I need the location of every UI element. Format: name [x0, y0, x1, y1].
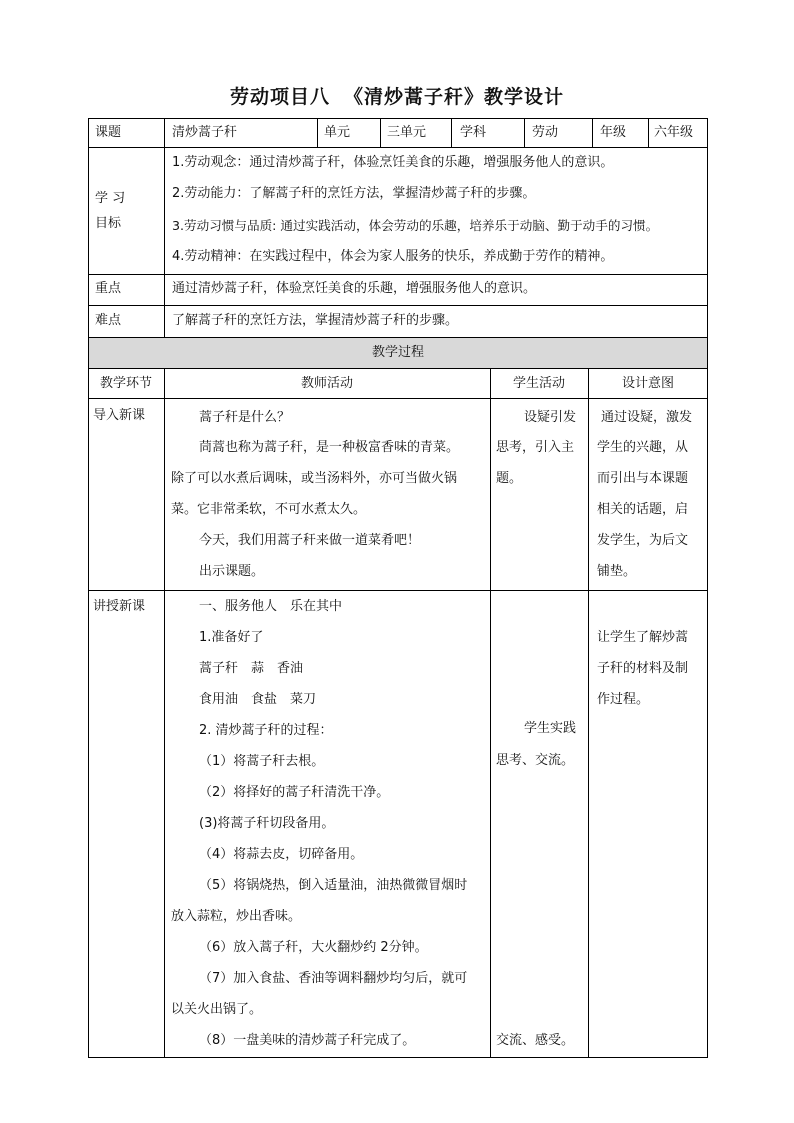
- lesson-plan-table: [88, 118, 708, 1058]
- key-point-label: 重点: [95, 281, 122, 296]
- intro-intent-line: 通过设疑，激发: [601, 410, 693, 425]
- teach-teacher-line: 食用油 食盐 菜刀: [199, 692, 317, 707]
- column-header-stage: 教学环节: [99, 376, 152, 391]
- objective-item: 3.劳动习惯与品质: 通过实践活动，体会劳动的乐趣，培养乐于动脑、勤于动手的习惯。: [172, 218, 659, 233]
- objective-item: 4.劳动精神：在实践过程中，体会为家人服务的快乐，养成勤于劳作的精神。: [172, 249, 614, 264]
- teach-teacher-line: （8）一盘美味的清炒蒿子秆完成了。: [199, 1033, 416, 1048]
- teach-teacher-line: 2. 清炒蒿子秆的过程：: [199, 723, 333, 738]
- intro-stage: 导入新课: [93, 408, 146, 423]
- intro-intent-line: 相关的话题，启: [597, 502, 689, 517]
- intro-teacher-line: 茼蒿也称为蒿子秆，是一种极富香味的青菜。: [199, 440, 460, 455]
- topic-value: 清炒蒿子秆: [172, 125, 238, 140]
- teach-teacher-line: 蒿子秆 蒜 香油: [199, 661, 304, 676]
- unit-label: 单元: [324, 125, 351, 140]
- teach-teacher-line: （2）将择好的蒿子秆清洗干净。: [199, 785, 390, 800]
- subject-value: 劳动: [532, 125, 559, 140]
- column-header-student: 学生活动: [512, 376, 565, 391]
- intro-student-line: 题。: [496, 471, 523, 486]
- teach-intent-line: 子秆的材料及制: [597, 661, 689, 676]
- teach-student-line: 交流、感受。: [496, 1033, 575, 1048]
- teach-teacher-line: （1）将蒿子秆去根。: [199, 754, 325, 769]
- unit-value: 三单元: [387, 125, 427, 140]
- objective-item: 1.劳动观念：通过清炒蒿子秆，体验烹饪美食的乐趣，增强服务他人的意识。: [172, 155, 614, 170]
- process-header: 教学过程: [371, 345, 424, 360]
- objectives-label-1: 学 习: [95, 191, 126, 206]
- intro-student-line: 设疑引发: [524, 410, 577, 425]
- teach-teacher-line: （4）将蒜去皮，切碎备用。: [199, 847, 364, 862]
- grade-value: 六年级: [654, 125, 694, 140]
- intro-teacher-line: 蒿子秆是什么？: [199, 410, 291, 425]
- intro-intent-line: 学生的兴趣，从: [597, 440, 689, 455]
- column-header-intent: 设计意图: [621, 376, 674, 391]
- teach-stage: 讲授新课: [93, 599, 146, 614]
- teach-teacher-line: 以关火出锅了。: [171, 1002, 263, 1017]
- teach-intent-line: 作过程。: [597, 692, 650, 707]
- objective-item: 2.劳动能力：了解蒿子秆的烹饪方法，掌握清炒蒿子秆的步骤。: [172, 186, 536, 201]
- difficulty-label: 难点: [95, 313, 122, 328]
- objectives-label-2: 目标: [95, 216, 122, 231]
- intro-student-line: 思考，引入主: [496, 440, 575, 455]
- teach-teacher-line: (3)将蒿子秆切段备用。: [199, 816, 335, 831]
- difficulty-value: 了解蒿子秆的烹饪方法，掌握清炒蒿子秆的步骤。: [172, 313, 459, 328]
- teach-teacher-line: 放入蒜粒，炒出香味。: [171, 909, 302, 924]
- teach-student-line: 学生实践: [524, 721, 577, 736]
- intro-teacher-line: 今天，我们用蒿子秆来做一道菜肴吧！: [199, 533, 421, 548]
- teach-intent-line: 让学生了解炒蒿: [597, 630, 689, 645]
- intro-intent-line: 铺垫。: [597, 564, 637, 579]
- subject-label: 学科: [460, 125, 487, 140]
- title-sub: 《清炒蒿子秆》教学设计: [344, 86, 565, 108]
- intro-intent-line: 而引出与本课题: [597, 471, 689, 486]
- intro-teacher-line: 出示课题。: [199, 564, 265, 579]
- column-header-teacher: 教师活动: [300, 376, 353, 391]
- intro-teacher-line: 菜。它非常柔软，不可水煮太久。: [171, 502, 367, 517]
- intro-intent-line: 发学生，为后文: [597, 533, 689, 548]
- key-point-value: 通过清炒蒿子秆，体验烹饪美食的乐趣，增强服务他人的意识。: [172, 281, 537, 296]
- title-main: 劳动项目八: [229, 86, 330, 108]
- grade-label: 年级: [600, 125, 627, 140]
- teach-teacher-line: （5）将锅烧热，倒入适量油，油热微微冒烟时: [199, 878, 468, 893]
- teach-teacher-line: 1.准备好了: [199, 630, 264, 645]
- teach-teacher-line: 一、服务他人 乐在其中: [199, 599, 343, 614]
- intro-teacher-line: 除了可以水煮后调味，或当汤料外，亦可当做火锅: [171, 471, 458, 486]
- page-title: [0, 82, 794, 109]
- teach-student-line: 思考、交流。: [496, 753, 575, 768]
- teach-teacher-line: （6）放入蒿子秆，大火翻炒约 2分钟。: [199, 940, 428, 955]
- teach-teacher-line: （7）加入食盐、香油等调料翻炒均匀后，就可: [199, 971, 468, 986]
- topic-label: 课题: [95, 125, 122, 140]
